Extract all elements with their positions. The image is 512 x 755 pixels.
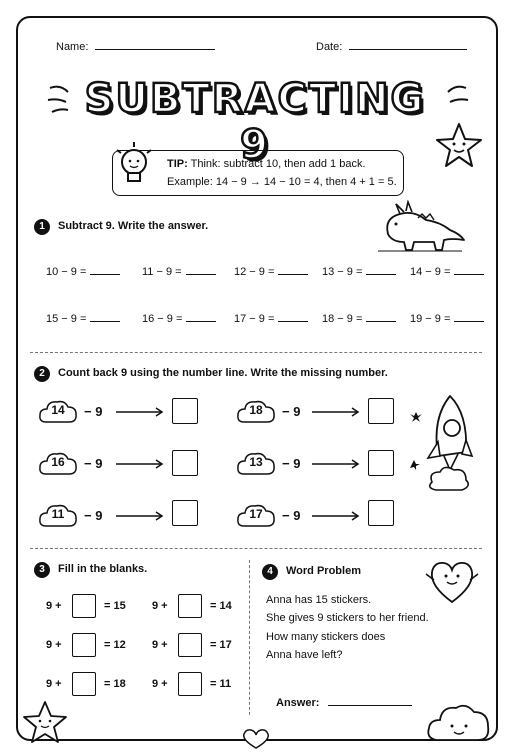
star-icon [22,700,68,744]
section-badge: 3 [34,562,50,578]
arrow-icon [116,511,164,521]
answer-box[interactable] [172,500,198,526]
name-label: Name: [56,41,89,53]
section-badge: 1 [34,219,50,235]
word-problem-line: Anna has 15 stickers. [266,594,372,606]
arrow-icon [312,459,360,469]
arrow-icon [312,407,360,417]
minus-nine: − 9 [282,404,301,419]
problem-item[interactable]: 16 − 9 = [142,311,216,325]
start-number: 13 [249,455,263,469]
start-number: 16 [51,455,65,469]
result-label: = 11 [210,678,232,690]
plus-label: 9 + [152,678,168,690]
problem-item[interactable]: 13 − 9 = [322,264,396,278]
blank-box[interactable] [178,633,202,657]
plus-label: 9 + [152,639,168,651]
answer-line[interactable] [328,705,412,706]
problem-item[interactable]: 11 − 9 = [142,264,216,278]
section-badge: 4 [262,564,278,580]
answer-box[interactable] [368,398,394,424]
blank-box[interactable] [178,594,202,618]
plus-label: 9 + [46,600,62,612]
arrow-icon [116,407,164,417]
arrow-icon [116,459,164,469]
minus-nine: − 9 [282,508,301,523]
plus-label: 9 + [46,678,62,690]
result-label: = 14 [210,600,232,612]
sparkle-icon [436,80,472,120]
dinosaur-icon [374,200,466,254]
tip-text: TIP: Think: subtract 10, then add 1 back. [167,158,366,170]
answer-box[interactable] [172,450,198,476]
plus-label: 9 + [152,600,168,612]
blank-box[interactable] [178,672,202,696]
problem-item[interactable]: 17 − 9 = [234,311,308,325]
answer-box[interactable] [368,500,394,526]
section-badge: 2 [34,366,50,382]
page-title: SUBTRACTING 9 [84,76,426,168]
section2-heading: Count back 9 using the number line. Write the missing number. [58,367,388,379]
cloud-icon [426,698,492,744]
minus-nine: − 9 [84,456,103,471]
start-number: 18 [249,403,263,417]
section4-heading: Word Problem [286,565,361,577]
sparkle-icon [46,80,82,120]
name-line[interactable] [95,49,215,50]
section-divider [30,548,482,549]
problem-item[interactable]: 10 − 9 = [46,264,120,278]
tip-label: TIP: [167,158,188,170]
problem-item[interactable]: 18 − 9 = [322,311,396,325]
tip-example: Example: 14 − 9 → 14 − 10 = 4, then 4 + 1 = 5. [167,176,397,188]
word-problem-line: She gives 9 stickers to her friend. [266,612,429,624]
plus-label: 9 + [46,639,62,651]
column-divider [249,560,250,715]
answer-field[interactable] [276,697,412,709]
result-label: = 15 [104,600,126,612]
arrow-icon [312,511,360,521]
word-problem-line: How many stickers does [266,631,386,643]
date-field[interactable] [316,41,467,53]
section1-heading: Subtract 9. Write the answer. [58,220,209,232]
result-label: = 17 [210,639,232,651]
problem-item[interactable]: 14 − 9 = [410,264,484,278]
answer-label: Answer: [276,697,320,709]
minus-nine: − 9 [282,456,301,471]
heart-icon [424,556,480,608]
date-line[interactable] [349,49,467,50]
start-number: 17 [249,507,263,521]
minus-nine: − 9 [84,508,103,523]
blank-box[interactable] [72,672,96,696]
blank-box[interactable] [72,633,96,657]
problem-item[interactable]: 15 − 9 = [46,311,120,325]
problem-item[interactable]: 19 − 9 = [410,311,484,325]
start-number: 14 [51,403,65,417]
star-icon [436,122,482,168]
minus-nine: − 9 [84,404,103,419]
rocket-icon [410,392,480,502]
section3-heading: Fill in the blanks. [58,563,148,575]
heart-icon [238,728,274,750]
problem-item[interactable]: 12 − 9 = [234,264,308,278]
date-label: Date: [316,41,343,53]
tip-box [112,150,404,196]
section-divider [30,352,482,353]
result-label: = 12 [104,639,126,651]
answer-box[interactable] [172,398,198,424]
name-field[interactable] [56,41,215,53]
start-number: 11 [51,507,65,521]
result-label: = 18 [104,678,126,690]
answer-box[interactable] [368,450,394,476]
word-problem-line: Anna have left? [266,649,343,661]
blank-box[interactable] [72,594,96,618]
